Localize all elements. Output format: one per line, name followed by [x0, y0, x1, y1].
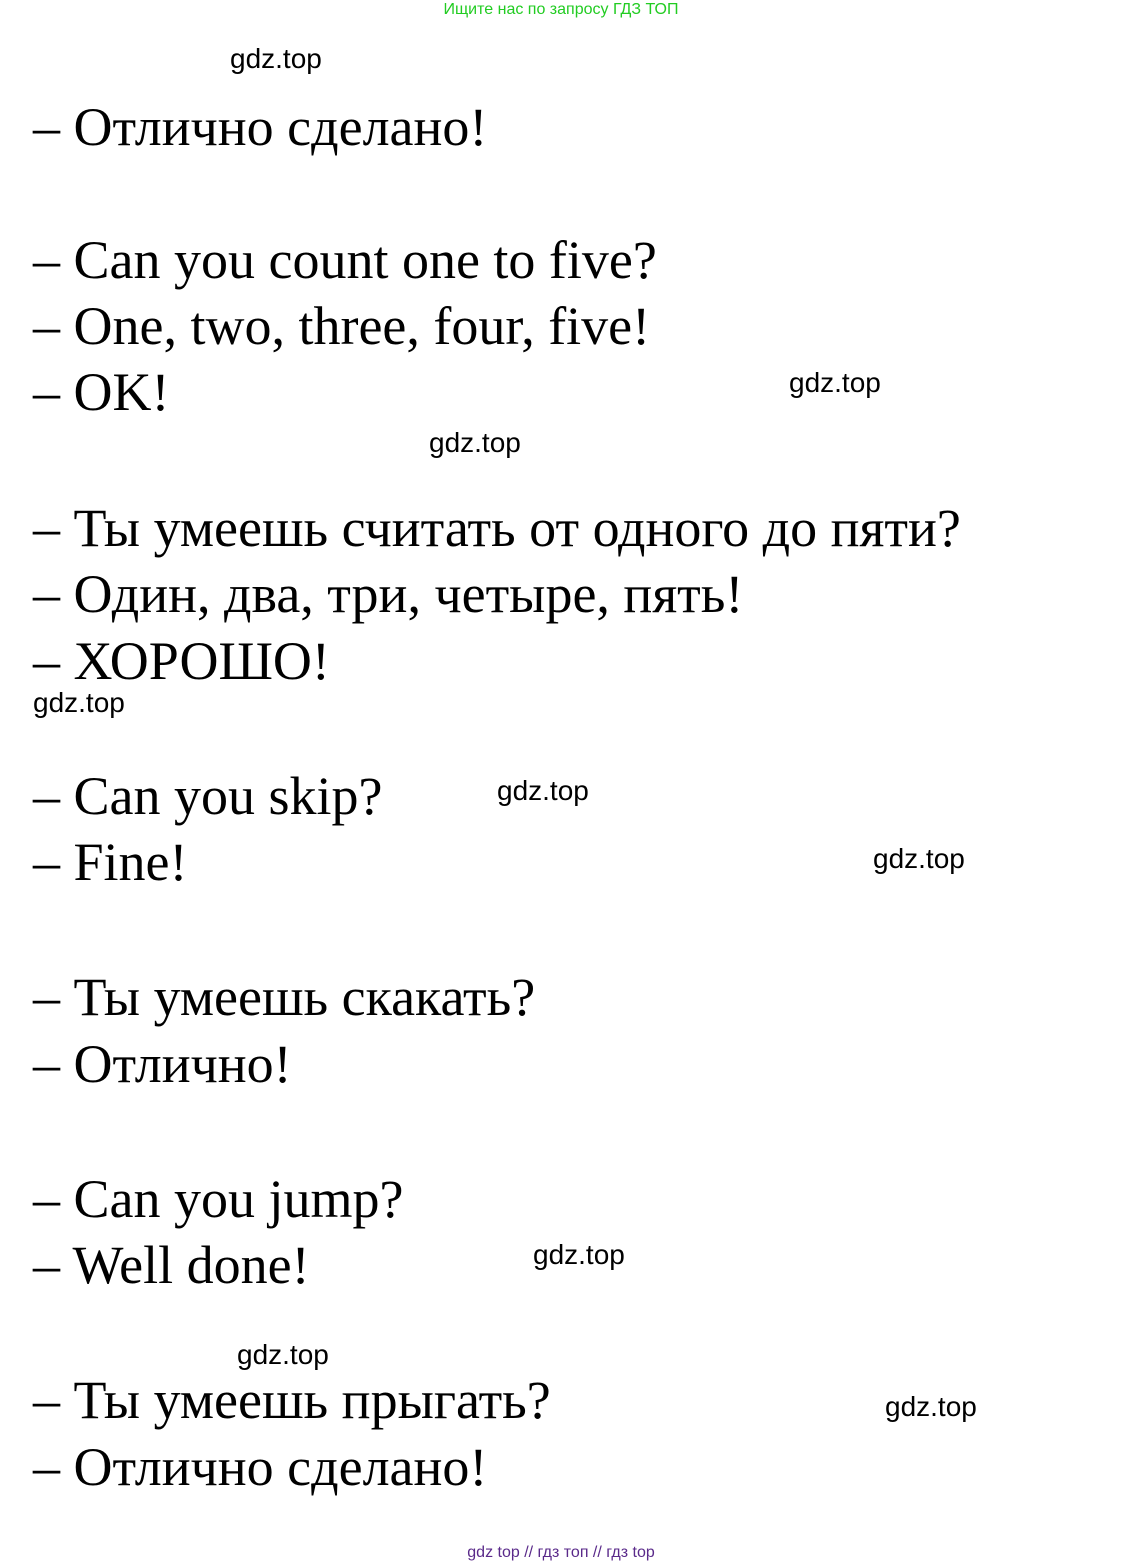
- dialogue-line-15: – Отлично сделано!: [33, 1437, 488, 1497]
- dialogue-line-1: – Отлично сделано!: [33, 97, 488, 157]
- dialogue-line-9: – Fine!: [33, 832, 188, 892]
- dialogue-line-5: – Ты умеешь считать от одного до пяти?: [33, 498, 961, 558]
- footer-links: gdz top // гдз топ // гдз top: [467, 1544, 655, 1561]
- watermark: gdz.top: [497, 775, 589, 806]
- dialogue-line-7: – ХОРОШО!: [33, 631, 330, 691]
- watermark: gdz.top: [230, 43, 322, 74]
- watermark: gdz.top: [33, 687, 125, 718]
- dialogue-line-3: – One, two, three, four, five!: [33, 296, 651, 356]
- dialogue-line-10: – Ты умеешь скакать?: [33, 967, 536, 1027]
- watermark: gdz.top: [873, 843, 965, 874]
- watermark: gdz.top: [885, 1391, 977, 1422]
- dialogue-line-13: – Well done!: [33, 1235, 310, 1295]
- watermark: gdz.top: [533, 1239, 625, 1270]
- watermark: gdz.top: [789, 367, 881, 398]
- top-banner: Ищите нас по запросу ГДЗ ТОП: [443, 1, 679, 18]
- dialogue-line-4: – OK!: [33, 362, 170, 422]
- dialogue-line-14: – Ты умеешь прыгать?: [33, 1370, 551, 1430]
- dialogue-line-6: – Один, два, три, четыре, пять!: [33, 564, 744, 624]
- dialogue-line-2: – Can you count one to five?: [33, 230, 657, 290]
- dialogue-line-8: – Can you skip?: [33, 766, 383, 826]
- dialogue-line-12: – Can you jump?: [33, 1169, 404, 1229]
- watermark: gdz.top: [429, 427, 521, 458]
- watermark: gdz.top: [237, 1339, 329, 1370]
- dialogue-line-11: – Отлично!: [33, 1034, 292, 1094]
